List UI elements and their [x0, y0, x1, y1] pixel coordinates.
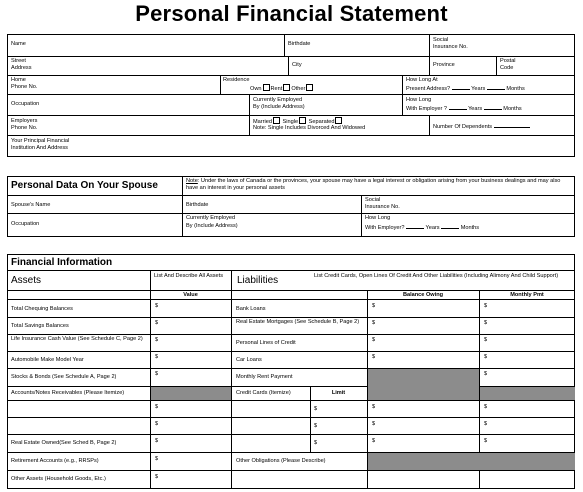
current-employer-label-1: Currently Employed	[253, 97, 303, 103]
other-checkbox[interactable]	[306, 84, 313, 91]
dollar-sign: $	[155, 421, 159, 427]
sin-label-2: Insurance No.	[433, 44, 468, 50]
postal-label-1: Postal	[500, 58, 516, 64]
employer-months-blank[interactable]	[484, 104, 502, 110]
postal-label-2: Code	[500, 65, 514, 71]
spouse-employer-label-2: By (Include Address)	[186, 223, 238, 229]
dollar-sign: $	[155, 320, 159, 326]
employer-phone-label-1: Employers	[11, 118, 38, 124]
dollar-sign: $	[484, 354, 488, 360]
liabilities-description: List Credit Cards, Open Lines Of Credit And Other Liabilities (Including Alimony And Child Support)	[314, 273, 559, 279]
spouse-how-long-line: With Employer? Years Months	[365, 225, 480, 231]
asset-row-label: Real Estate Owned(See Sched B, Page 2)	[11, 440, 117, 446]
dollar-sign: $	[484, 438, 488, 444]
asset-row-label: Other Assets (Household Goods, Etc.)	[11, 476, 106, 482]
dollar-sign: $	[314, 440, 318, 446]
asset-row-label: Retirement Accounts (e.g., RRSPs)	[11, 458, 99, 464]
residence-options	[250, 84, 314, 93]
liability-row-label: Personal Lines of Credit	[236, 340, 296, 346]
dependents-line: Number Of Dependents	[433, 122, 530, 131]
residence-label: Residence	[223, 77, 250, 83]
liability-row-label: Real Estate Mortgages (See Schedule B, Page 2)	[236, 319, 360, 325]
dollar-sign: $	[155, 404, 159, 410]
street-label-2: Address	[11, 65, 32, 71]
assets-description: List And Describe All Assets	[154, 273, 224, 279]
separated-checkbox[interactable]	[335, 117, 342, 124]
spouse-name-label: Spouse's Name	[11, 202, 51, 208]
asset-row-label: Automobile Make Model Year	[11, 357, 84, 363]
dollar-sign: $	[155, 354, 159, 360]
dollar-sign: $	[372, 404, 376, 410]
own-checkbox[interactable]	[263, 84, 270, 91]
how-long-address-line: Present Address? Years Months	[406, 86, 525, 92]
name-label: Name	[11, 41, 26, 47]
dollar-sign: $	[372, 337, 376, 343]
asset-row-label: Life Insurance Cash Value (See Schedule C, Page 2)	[11, 336, 143, 342]
home-phone-label-2: Phone No.	[11, 84, 38, 90]
dollar-sign: $	[155, 474, 159, 480]
dollar-sign: $	[372, 303, 376, 309]
assets-heading: Assets	[11, 275, 42, 286]
value-header: Value	[183, 292, 198, 298]
liability-row-label: Bank Loans	[236, 306, 266, 312]
employer-phone-label-2: Phone No.	[11, 125, 38, 131]
own-label: Own	[250, 86, 262, 92]
married-checkbox[interactable]	[273, 117, 280, 124]
liability-row-label: Credit Cards (Itemize)	[236, 390, 291, 396]
dollar-sign: $	[484, 371, 488, 377]
institution-label-1: Your Principal Financial	[11, 138, 70, 144]
years-blank[interactable]	[452, 84, 470, 90]
street-label-1: Street	[11, 58, 26, 64]
other-label: Other	[291, 86, 306, 92]
rent-checkbox[interactable]	[283, 84, 290, 91]
liability-row-label: Car Loans	[236, 357, 262, 363]
spouse-sin-label-2: Insurance No.	[365, 204, 400, 210]
occupation-label: Occupation	[11, 101, 40, 107]
dollar-sign: $	[314, 423, 318, 429]
shaded-cell	[368, 369, 479, 400]
spouse-note: Note: Under the laws of Canada or the provinces, your spouse may have a legal interest or obligation arising from your business dealings and may also have an interest in your personal assets	[186, 178, 561, 191]
asset-row-label: Total Chequing Balances	[11, 306, 73, 312]
dollar-sign: $	[484, 337, 488, 343]
dollar-sign: $	[155, 337, 159, 343]
sin-label-1: Social	[433, 37, 449, 43]
province-label: Province	[433, 62, 455, 68]
single-checkbox[interactable]	[299, 117, 306, 124]
limit-header: Limit	[331, 390, 346, 396]
how-long-employer-label-1: How Long	[406, 97, 432, 103]
dollar-sign: $	[155, 371, 159, 377]
dollar-sign: $	[484, 421, 488, 427]
shaded-cell	[151, 387, 231, 400]
spouse-sin-label-1: Social	[365, 197, 381, 203]
single-label: Single	[282, 119, 299, 125]
liabilities-heading: Liabilities	[237, 275, 279, 286]
spouse-birthdate-label: Birthdate	[186, 202, 209, 208]
financial-heading: Financial Information	[11, 257, 113, 268]
city-label: City	[292, 62, 302, 68]
asset-row-label: Stocks & Bonds (See Schedule A, Page 2)	[11, 374, 117, 380]
spouse-months-blank[interactable]	[441, 223, 459, 229]
balance-owing-header: Balance Owing	[402, 292, 444, 298]
institution-label-2: Institution And Address	[11, 145, 68, 151]
dollar-sign: $	[314, 406, 318, 412]
dollar-sign: $	[484, 303, 488, 309]
spouse-years-blank[interactable]	[406, 223, 424, 229]
liability-row-label: Other Obligations (Please Describe)	[236, 458, 326, 464]
current-employer-label-2: By (Include Address)	[253, 104, 305, 110]
dollar-sign: $	[155, 303, 159, 309]
married-label: Married	[253, 119, 272, 125]
shaded-cell	[368, 453, 575, 470]
dependents-blank[interactable]	[494, 122, 530, 128]
how-long-employer-line: With Employer ? Years Months	[406, 106, 522, 112]
spouse-how-long-label-1: How Long	[365, 215, 391, 221]
personal-info-section	[7, 34, 575, 157]
spouse-employer-label-1: Currently Employed	[186, 215, 236, 221]
spouse-heading: Personal Data On Your Spouse	[11, 180, 158, 191]
dollar-sign: $	[372, 438, 376, 444]
rent-label: Rent	[270, 86, 283, 92]
asset-row-label: Total Savings Balances	[11, 323, 69, 329]
dollar-sign: $	[372, 421, 376, 427]
asset-row-label: Accounts/Notes Receivables (Please Itemize)	[11, 390, 125, 396]
months-blank[interactable]	[487, 84, 505, 90]
dollar-sign: $	[155, 438, 159, 444]
employer-years-blank[interactable]	[449, 104, 467, 110]
home-phone-label-1: Home	[11, 77, 26, 83]
dollar-sign: $	[484, 320, 488, 326]
marital-note: Note: Single Includes Divorced And Widowed	[253, 125, 366, 131]
separated-label: Separated	[308, 119, 335, 125]
shaded-cell	[480, 387, 575, 400]
dollar-sign: $	[484, 404, 488, 410]
dollar-sign: $	[155, 456, 159, 462]
dollar-sign: $	[372, 354, 376, 360]
spouse-occupation-label: Occupation	[11, 221, 40, 227]
birthdate-label: Birthdate	[288, 41, 311, 47]
monthly-pmt-header: Monthly Pmt	[510, 292, 544, 298]
dollar-sign: $	[372, 320, 376, 326]
liability-row-label: Monthly Rent Payment	[236, 374, 293, 380]
how-long-address-label-1: How Long At	[406, 77, 438, 83]
page-title: Personal Financial Statement	[135, 1, 448, 26]
